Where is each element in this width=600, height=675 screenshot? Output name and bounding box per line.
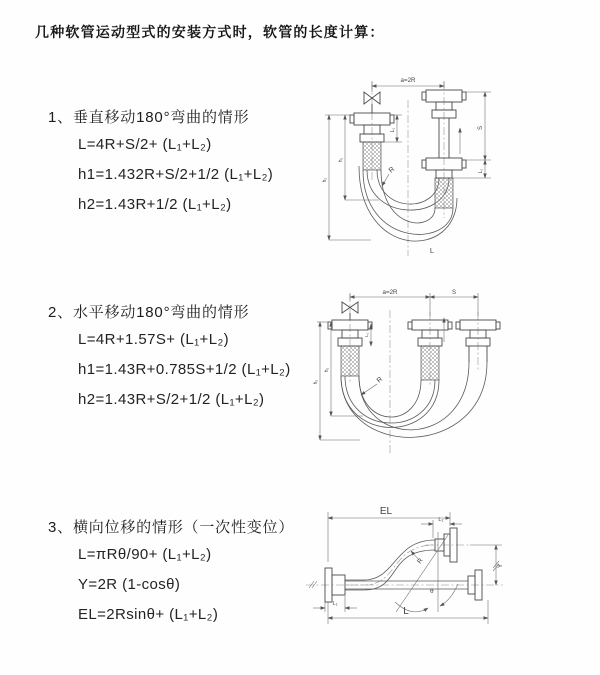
dim-label-l: L [429, 246, 435, 255]
dim-label-h1: h₁ [338, 157, 344, 163]
break-mark [309, 581, 317, 588]
diagram-lateral-displacement [298, 500, 600, 650]
section-3-formula-L: L=πRθ/90+ (L₁+L₂) [78, 546, 212, 563]
dim-label-h2: h₂ [313, 379, 319, 385]
braided-hose-section [363, 142, 381, 170]
dim-label-s: S [478, 125, 484, 131]
dim-label-l: L [403, 606, 409, 617]
braided-hose-section [435, 178, 453, 208]
section-2-formula-h1: h1=1.43R+0.785S+1/2 (L₁+L₂) [78, 361, 291, 378]
dim-label-r: R [387, 165, 397, 175]
diagram-vertical-180-bend [305, 70, 555, 262]
braided-hose-section [421, 346, 439, 380]
dimensions [313, 506, 504, 624]
page-title: 几种软管运动型式的安装方式时，软管的长度计算： [35, 24, 385, 40]
dim-label-l2: L₂ [478, 168, 484, 174]
right-connector [456, 320, 500, 362]
diagram-horizontal-180-bend [305, 282, 555, 462]
section-1-formula-L: L=4R+S/2+ (L₁+L₂) [78, 136, 212, 153]
dim-label-a2r: a=2R [400, 77, 416, 84]
dim-label-l2: L₂ [438, 517, 444, 523]
centerlines [372, 82, 444, 256]
section-2-heading: 2、水平移动180°弯曲的情形 [48, 304, 250, 321]
dim-label-s: S [451, 290, 457, 296]
dim-label-r: R [416, 557, 425, 566]
section-1-formula-h1: h1=1.432R+S/2+1/2 (L₁+L₂) [78, 166, 274, 183]
hose-curves [341, 362, 487, 437]
dimensions [313, 289, 478, 440]
section-3-formula-EL: EL=2Rsinθ+ (L₁+L₂) [78, 606, 219, 623]
section-2-formula-h2: h2=1.43R+S/2+1/2 (L₁+L₂) [78, 391, 265, 408]
angle-construction [395, 532, 458, 612]
dim-label-h1: h₁ [324, 367, 330, 373]
section-1-formula-h2: h2=1.43R+1/2 (L₁+L₂) [78, 196, 232, 213]
dim-label-r: R [375, 375, 385, 385]
dim-label-el: EL [379, 506, 393, 517]
dim-label-y: Y [497, 563, 504, 569]
angle-label-theta: θ [430, 588, 434, 595]
section-3-heading: 3、横向位移的情形（一次性变位） [48, 519, 295, 536]
section-2-formula-L: L=4R+1.57S+ (L₁+L₂) [78, 331, 230, 348]
dim-label-a2r: a=2R [382, 289, 398, 296]
dim-label-l1: L₁ [390, 127, 396, 133]
braided-hose-section [341, 346, 359, 376]
dim-label-l1: L₁ [332, 601, 338, 607]
dim-label-l1: L₁ [364, 332, 369, 338]
section-3-formula-Y: Y=2R (1-cosθ) [78, 576, 181, 593]
section-1-heading: 1、垂直移动180°弯曲的情形 [48, 109, 250, 126]
dim-label-h2: h₂ [322, 177, 328, 183]
right-flange [468, 570, 482, 600]
